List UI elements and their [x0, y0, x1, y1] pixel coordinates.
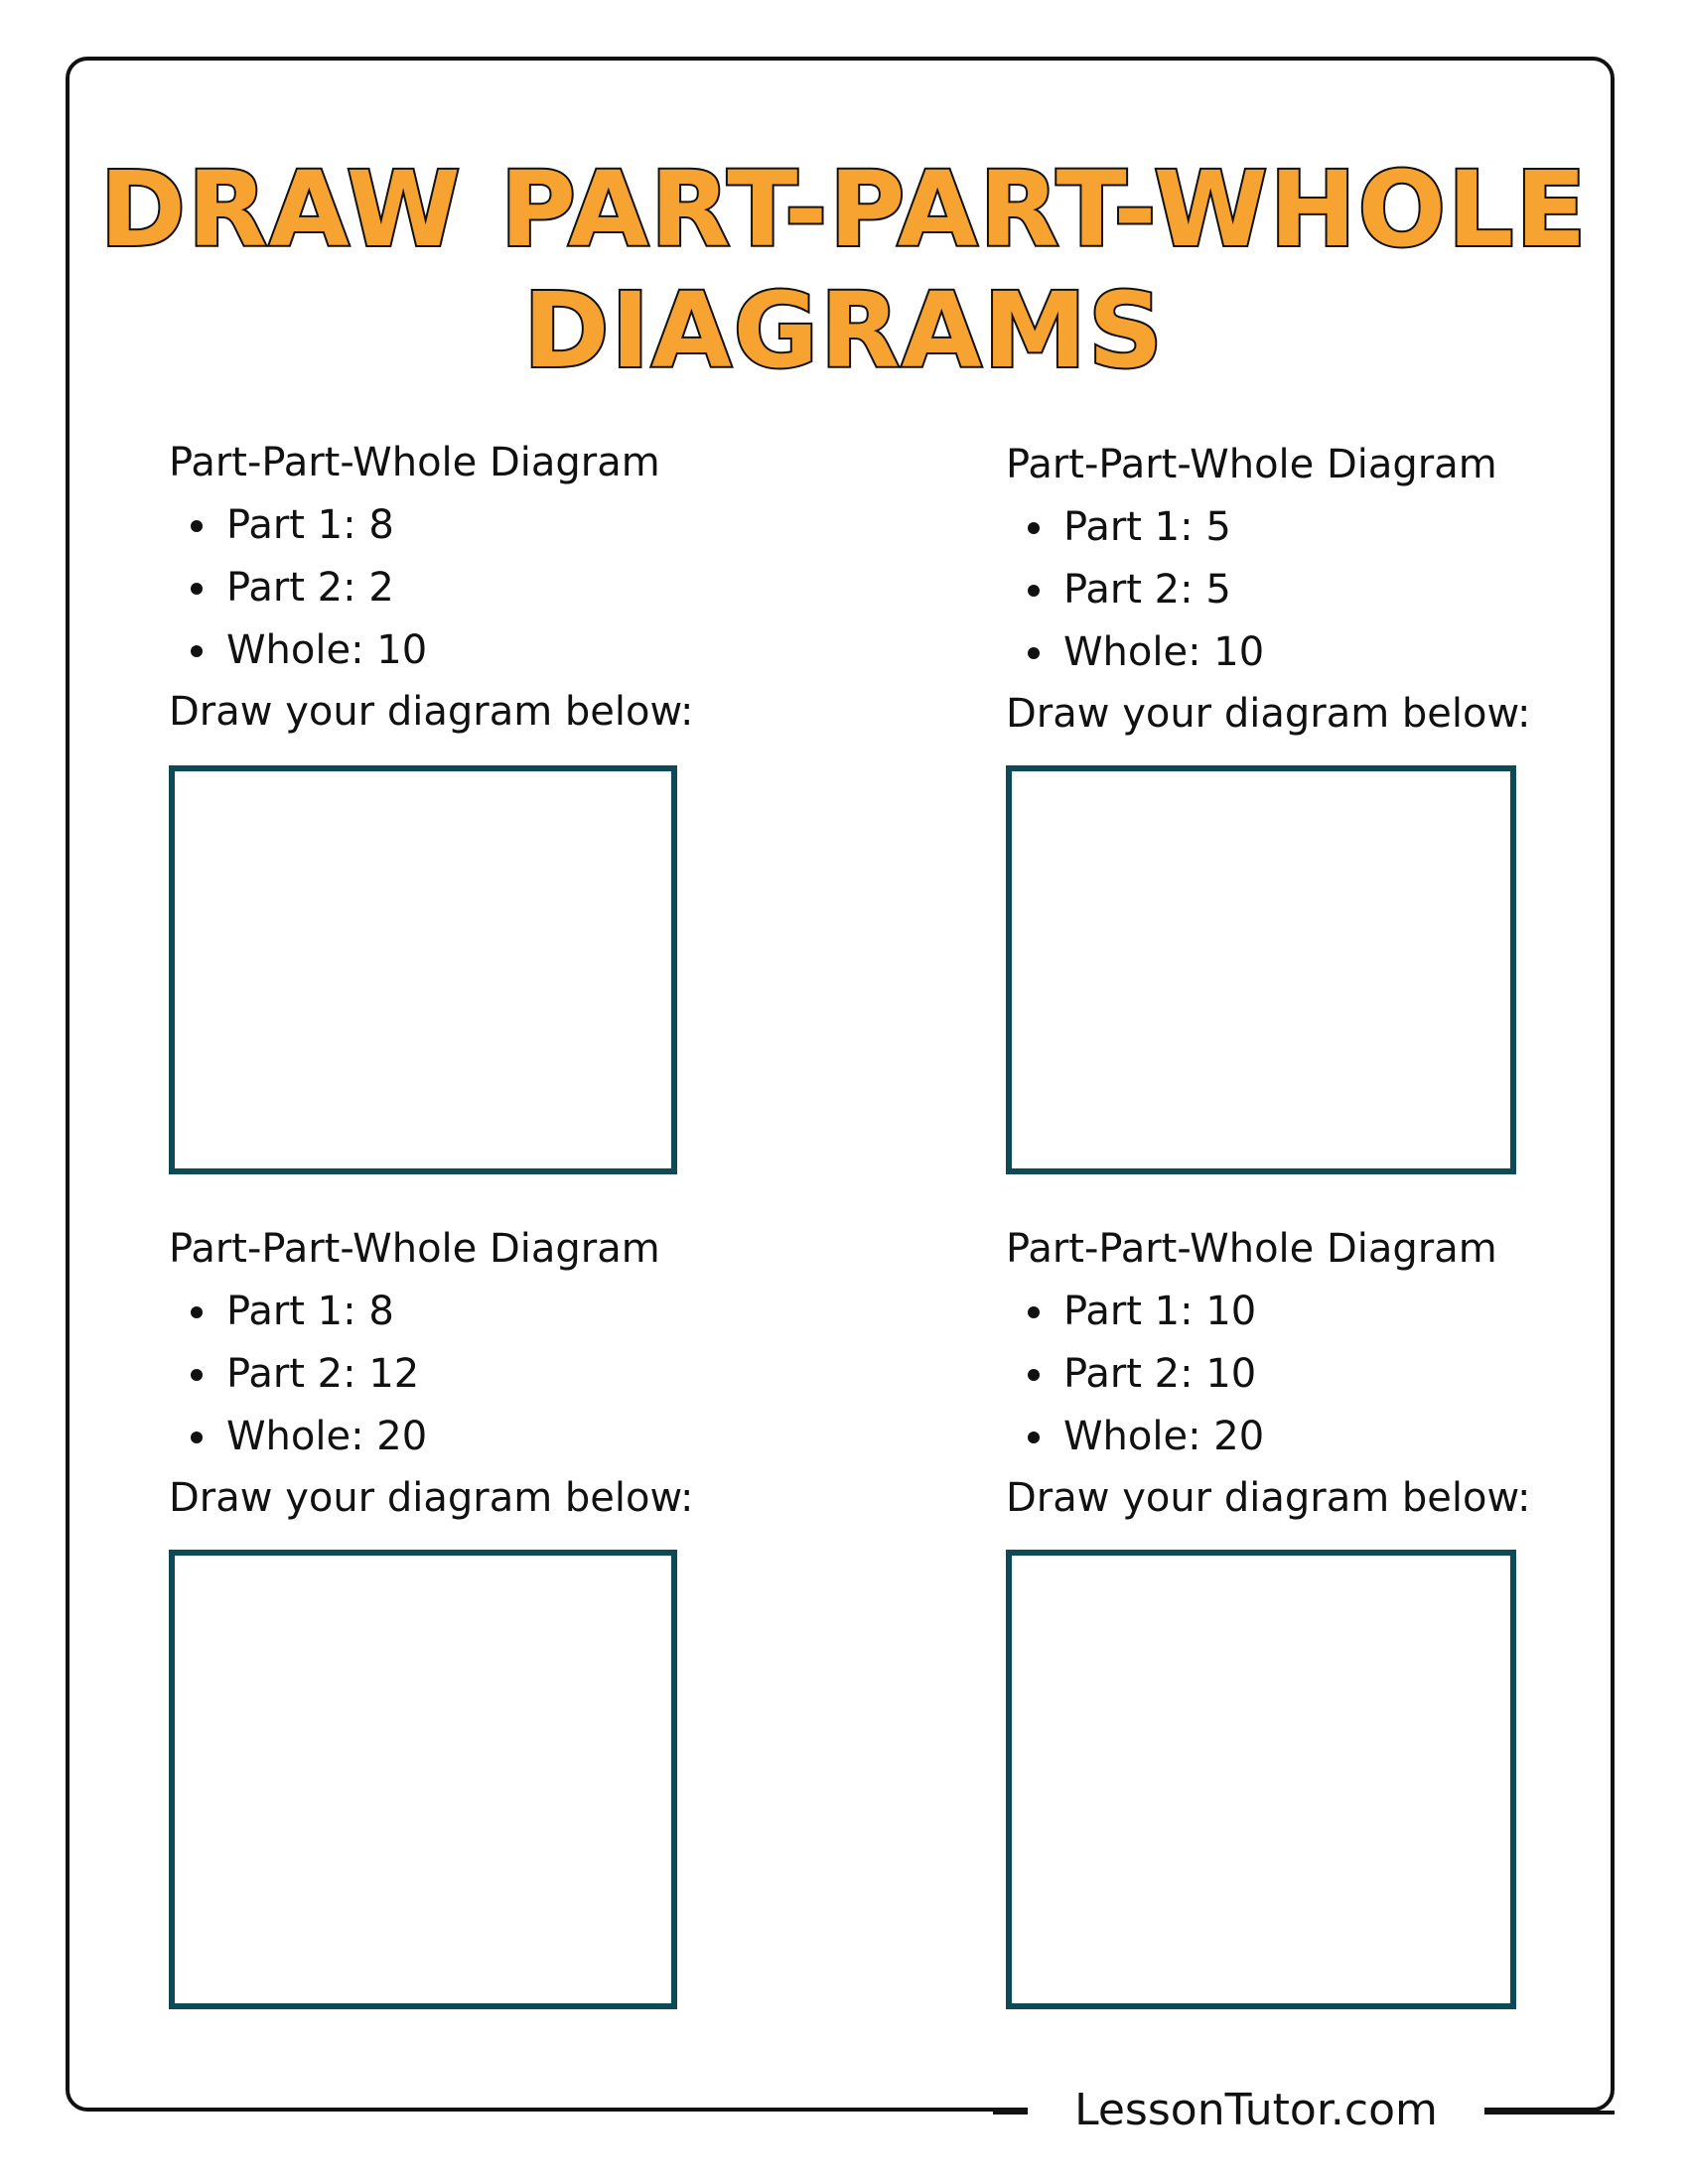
list-item-part-2 — [1063, 1343, 1522, 1406]
whole-value: Whole: 10 — [226, 627, 428, 673]
bullet-icon — [1028, 522, 1040, 534]
bullet-icon — [1028, 585, 1040, 597]
drawing-box-3[interactable] — [169, 1550, 677, 2009]
bullet-icon — [191, 583, 203, 595]
draw-instruction: Draw your diagram below: — [169, 1475, 694, 1521]
values-list — [1006, 496, 1522, 684]
part-2-value: Part 2: 2 — [226, 565, 394, 611]
bullet-icon — [191, 1306, 203, 1318]
draw-instruction: Draw your diagram below: — [169, 689, 694, 735]
bullet-icon — [1028, 1306, 1040, 1318]
list-item-part-2 — [226, 557, 685, 619]
bullet-icon — [1028, 1432, 1040, 1443]
drawing-box-1[interactable] — [169, 765, 677, 1174]
part-2-value: Part 2: 12 — [226, 1351, 420, 1397]
worksheet-heading: Part-Part-Whole Diagram — [1006, 1226, 1497, 1272]
list-item-part-1 — [1063, 496, 1522, 559]
list-item-whole — [1063, 621, 1522, 684]
bullet-icon — [1028, 1369, 1040, 1381]
bullet-icon — [191, 520, 203, 532]
bullet-icon — [191, 1432, 203, 1443]
footer-site-name: LessonTutor.com — [1028, 2083, 1484, 2138]
values-list — [169, 494, 685, 682]
bullet-icon — [191, 645, 203, 657]
values-list — [1006, 1281, 1522, 1468]
bullet-icon — [191, 1369, 203, 1381]
whole-value: Whole: 10 — [1063, 629, 1265, 675]
part-1-value: Part 1: 8 — [226, 502, 394, 548]
part-1-value: Part 1: 8 — [226, 1289, 394, 1334]
worksheet-heading: Part-Part-Whole Diagram — [169, 440, 660, 485]
page-title — [0, 149, 1688, 391]
list-item-part-1 — [226, 494, 685, 557]
worksheet-4 — [1006, 1219, 1531, 1528]
drawing-box-2[interactable] — [1006, 765, 1516, 1174]
list-item-part-1 — [1063, 1281, 1522, 1343]
list-item-whole — [1063, 1406, 1522, 1468]
list-item-whole — [226, 619, 685, 682]
worksheet-3 — [169, 1219, 694, 1528]
part-1-value: Part 1: 5 — [1063, 504, 1231, 550]
title-line-1: DRAW PART-PART-WHOLE — [99, 149, 1589, 270]
draw-instruction: Draw your diagram below: — [1006, 691, 1531, 737]
values-list — [169, 1281, 685, 1468]
whole-value: Whole: 20 — [1063, 1414, 1265, 1459]
list-item-part-2 — [226, 1343, 685, 1406]
part-2-value: Part 2: 10 — [1063, 1351, 1257, 1397]
worksheet-1 — [169, 433, 694, 742]
draw-instruction: Draw your diagram below: — [1006, 1475, 1531, 1521]
worksheet-heading: Part-Part-Whole Diagram — [169, 1226, 660, 1272]
part-2-value: Part 2: 5 — [1063, 567, 1231, 613]
worksheet-2 — [1006, 435, 1531, 744]
part-1-value: Part 1: 10 — [1063, 1289, 1257, 1334]
worksheet-heading: Part-Part-Whole Diagram — [1006, 442, 1497, 487]
list-item-whole — [226, 1406, 685, 1468]
list-item-part-2 — [1063, 559, 1522, 621]
whole-value: Whole: 20 — [226, 1414, 428, 1459]
drawing-box-4[interactable] — [1006, 1550, 1516, 2009]
bullet-icon — [1028, 647, 1040, 659]
list-item-part-1 — [226, 1281, 685, 1343]
footer-rule-right — [1479, 2111, 1615, 2115]
title-line-2: DIAGRAMS — [523, 270, 1165, 391]
